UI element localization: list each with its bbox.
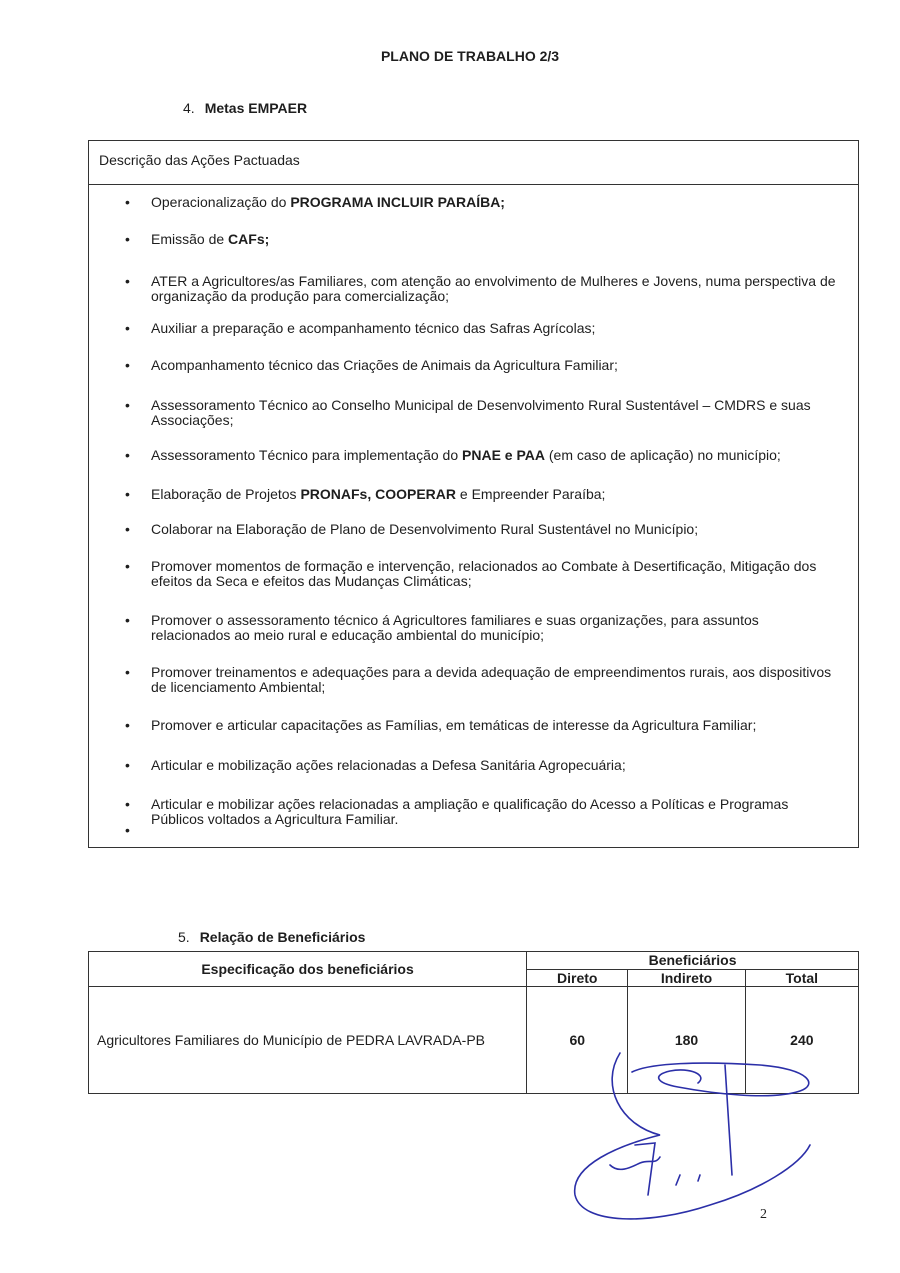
metas-heading [183,100,307,116]
col-total-header: Total [745,969,858,987]
direto-cell: 60 [527,987,628,1094]
page-number: 2 [760,1207,767,1222]
action-item [151,321,841,336]
action-item-text: Elaboração de Projetos [151,486,301,502]
action-item [151,195,841,210]
action-item-text: Promover treinamentos e adequações para a devida adequação de empreendimentos rurais, aos dispositivos de licenciamento Ambiental; [151,664,832,695]
beneficiarios-number: 5. [178,929,190,945]
col-direto-header: Direto [527,969,628,987]
beneficiary-spec-cell: Agricultores Familiares do Município de PEDRA LAVRADA-PB [89,987,527,1094]
metas-title: Metas EMPAER [204,100,308,116]
total-cell: 240 [745,987,858,1094]
handwritten-signature [560,1025,820,1235]
action-item-text: Auxiliar a preparação e acompanhamento técnico das Safras Agrícolas; [151,320,596,336]
col-spec-header: Especificação dos beneficiários [89,952,527,987]
action-item [151,358,841,373]
action-item-text: Promover e articular capacitações as Famílias, em temáticas de interesse da Agricultura Familiar; [151,717,757,733]
action-item [151,487,841,502]
action-item [151,398,841,428]
actions-box [88,140,859,848]
action-item-text: e Empreender Paraíba; [456,486,606,502]
action-item [151,232,841,247]
actions-box-header: Descrição das Ações Pactuadas [89,141,858,185]
action-item-text: Operacionalização do [151,194,291,210]
col-indireto-header: Indireto [628,969,745,987]
action-item [151,613,841,643]
action-item-text: PNAE e PAA [462,447,545,463]
action-item [151,522,841,537]
action-item [151,718,841,733]
action-item-text: Articular e mobilização ações relacionadas a Defesa Sanitária Agropecuária; [151,757,626,773]
action-item-text: Colaborar na Elaboração de Plano de Desenvolvimento Rural Sustentável no Município; [151,521,699,537]
action-item-text: Assessoramento Técnico ao Conselho Municipal de Desenvolvimento Rural Sustentável – CMDRS e suas Associações; [151,397,811,428]
action-item [151,797,841,827]
action-item-text: Articular e mobilizar ações relacionadas a ampliação e qualificação do Acesso a Políticas e Programas Públicos voltados a Agricultura Familiar. [151,796,789,827]
action-item [151,274,841,304]
page-title: PLANO DE TRABALHO 2/3 [380,48,560,64]
action-item-text: CAFs; [228,231,270,247]
action-item [151,665,841,695]
action-item-text: Acompanhamento técnico das Criações de Animais da Agricultura Familiar; [151,357,618,373]
action-item-text: PRONAFs, COOPERAR [300,486,457,502]
action-item-text: Assessoramento Técnico para implementação do [151,447,463,463]
indireto-cell: 180 [628,987,745,1094]
beneficiarios-title: Relação de Beneficiários [199,929,366,945]
col-beneficiarios-header: Beneficiários [527,952,859,970]
action-item-text: Emissão de [151,231,229,247]
action-item [151,758,841,773]
action-item-text: Promover o assessoramento técnico á Agricultores familiares e suas organizações, para assuntos relacionados ao meio rural e educação ambiental do município; [151,612,759,643]
action-item-text: ATER a Agricultores/as Familiares, com atenção ao envolvimento de Mulheres e Jovens, numa perspectiva de organização da produção para comercialização; [151,273,836,304]
beneficiarios-heading [178,929,365,945]
action-item-text: (em caso de aplicação) no município; [545,447,781,463]
action-item-text: Promover momentos de formação e intervenção, relacionados ao Combate à Desertificação, Mitigação dos efeitos da Seca e efeitos das Mudanças Climáticas; [151,558,817,589]
action-item [151,448,841,463]
action-item-text: PROGRAMA INCLUIR PARAÍBA; [290,194,505,210]
action-item [151,559,841,589]
metas-number: 4. [183,100,195,116]
